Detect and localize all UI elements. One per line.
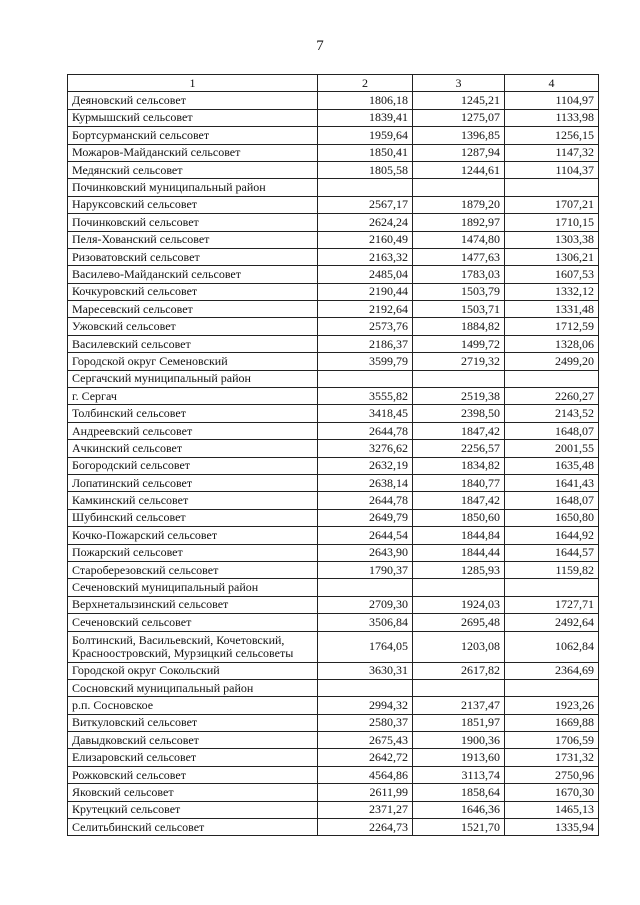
row-name-cell: Бортсурманский сельсовет [68,127,318,144]
value-col-3-cell: 2519,38 [413,388,505,405]
value-col-2-cell [318,579,413,596]
value-col-4-cell: 1707,21 [505,196,599,213]
value-col-2-cell: 2638,14 [318,474,413,491]
value-col-3-cell: 1844,44 [413,544,505,561]
value-col-3-cell: 1924,03 [413,596,505,613]
value-col-3-cell [413,179,505,196]
row-name-cell: Василевский сельсовет [68,335,318,352]
table-row [68,388,599,405]
value-col-4-cell: 2001,55 [505,440,599,457]
value-col-4-cell: 1159,82 [505,561,599,578]
table-row [68,579,599,596]
value-col-2-cell: 2644,78 [318,422,413,439]
value-col-4-cell: 1731,32 [505,749,599,766]
value-col-2-cell: 2163,32 [318,248,413,265]
table-row [68,440,599,457]
row-name-cell: Починковский сельсовет [68,214,318,231]
value-col-3-cell: 1646,36 [413,801,505,818]
value-col-3-cell: 1783,03 [413,266,505,283]
value-col-2-cell: 2580,37 [318,714,413,731]
table-row [68,819,599,836]
table-row [68,214,599,231]
value-col-3-cell: 1503,79 [413,283,505,300]
row-name-cell: Андреевский сельсовет [68,422,318,439]
row-name-cell: Верхнеталызинский сельсовет [68,596,318,613]
value-col-3-cell: 1892,97 [413,214,505,231]
value-col-3-cell: 1847,42 [413,492,505,509]
table-header-row [68,75,599,92]
row-name-cell: Ачкинский сельсовет [68,440,318,457]
value-col-4-cell: 1644,92 [505,527,599,544]
row-name-cell: Ризоватовский сельсовет [68,248,318,265]
row-name-cell: Виткуловский сельсовет [68,714,318,731]
value-col-4-cell: 1644,57 [505,544,599,561]
value-col-3-cell [413,679,505,696]
value-col-3-cell: 1847,42 [413,422,505,439]
value-col-4-cell: 1650,80 [505,509,599,526]
table-row [68,405,599,422]
value-col-2-cell: 1839,41 [318,109,413,126]
table-row [68,109,599,126]
value-col-4-cell: 2364,69 [505,662,599,679]
value-col-3-cell: 1851,97 [413,714,505,731]
table-row [68,231,599,248]
value-col-3-cell: 1844,84 [413,527,505,544]
data-table [67,74,599,836]
row-name-cell: г. Сергач [68,388,318,405]
value-col-2-cell: 4564,86 [318,766,413,783]
value-col-2-cell [318,679,413,696]
row-name-cell: Рожковский сельсовет [68,766,318,783]
value-col-4-cell: 1104,37 [505,161,599,178]
table-row [68,732,599,749]
value-col-2-cell: 2994,32 [318,697,413,714]
column-header-4: 4 [505,75,599,92]
value-col-2-cell: 3555,82 [318,388,413,405]
value-col-3-cell: 1499,72 [413,335,505,352]
value-col-4-cell: 1332,12 [505,283,599,300]
value-col-3-cell: 1287,94 [413,144,505,161]
table-row [68,614,599,631]
value-col-3-cell: 1858,64 [413,784,505,801]
row-name-cell: Крутецкий сельсовет [68,801,318,818]
value-col-2-cell: 2642,72 [318,749,413,766]
table-row [68,474,599,491]
value-col-3-cell: 1285,93 [413,561,505,578]
value-col-3-cell: 1900,36 [413,732,505,749]
table-row [68,766,599,783]
row-name-cell: Городской округ Сокольский [68,662,318,679]
value-col-4-cell: 1147,32 [505,144,599,161]
value-col-4-cell [505,370,599,387]
row-name-cell: Камкинский сельсовет [68,492,318,509]
value-col-4-cell: 1104,97 [505,92,599,109]
value-col-3-cell: 1884,82 [413,318,505,335]
row-name-cell: Курмышский сельсовет [68,109,318,126]
row-name-cell: Сергачский муниципальный район [68,370,318,387]
value-col-2-cell: 2643,90 [318,544,413,561]
row-name-cell: Давыдковский сельсовет [68,732,318,749]
row-name-cell: Ужовский сельсовет [68,318,318,335]
table-row [68,248,599,265]
value-col-2-cell: 3506,84 [318,614,413,631]
value-col-4-cell: 1607,53 [505,266,599,283]
value-col-2-cell: 3599,79 [318,353,413,370]
row-name-cell: Сеченовский муниципальный район [68,579,318,596]
value-col-3-cell: 1203,08 [413,631,505,662]
value-col-3-cell: 1913,60 [413,749,505,766]
row-name-cell: Городской округ Семеновский [68,353,318,370]
value-col-3-cell: 1477,63 [413,248,505,265]
value-col-4-cell [505,179,599,196]
value-col-4-cell: 1712,59 [505,318,599,335]
value-col-3-cell: 1503,71 [413,301,505,318]
value-col-4-cell: 1641,43 [505,474,599,491]
value-col-2-cell: 3276,62 [318,440,413,457]
value-col-2-cell: 2644,78 [318,492,413,509]
table-row [68,92,599,109]
column-header-2: 2 [318,75,413,92]
value-col-2-cell: 2160,49 [318,231,413,248]
value-col-4-cell: 2260,27 [505,388,599,405]
row-name-cell: Толбинский сельсовет [68,405,318,422]
table-row [68,283,599,300]
value-col-3-cell: 2256,57 [413,440,505,457]
value-col-2-cell: 2709,30 [318,596,413,613]
value-col-3-cell [413,370,505,387]
value-col-3-cell [413,579,505,596]
table-row [68,662,599,679]
table-row [68,127,599,144]
value-col-3-cell: 2617,82 [413,662,505,679]
value-col-4-cell: 1669,88 [505,714,599,731]
table-row [68,161,599,178]
row-name-cell: Пеля-Хованский сельсовет [68,231,318,248]
value-col-3-cell: 1275,07 [413,109,505,126]
value-col-2-cell: 1850,41 [318,144,413,161]
table-row [68,801,599,818]
value-col-4-cell: 2492,64 [505,614,599,631]
value-col-2-cell: 1959,64 [318,127,413,144]
row-name-cell: Лопатинский сельсовет [68,474,318,491]
value-col-2-cell [318,370,413,387]
table-row [68,370,599,387]
table-row [68,492,599,509]
value-col-3-cell: 2398,50 [413,405,505,422]
value-col-2-cell: 2567,17 [318,196,413,213]
row-name-cell: Яковский сельсовет [68,784,318,801]
value-col-3-cell: 1474,80 [413,231,505,248]
value-col-2-cell: 2485,04 [318,266,413,283]
table-row [68,353,599,370]
table-row [68,301,599,318]
value-col-4-cell: 1706,59 [505,732,599,749]
value-col-4-cell: 1331,48 [505,301,599,318]
value-col-4-cell: 1306,21 [505,248,599,265]
value-col-3-cell: 1834,82 [413,457,505,474]
value-col-2-cell: 2186,37 [318,335,413,352]
table-row [68,596,599,613]
row-name-cell: Можаров-Майданский сельсовет [68,144,318,161]
table-row [68,679,599,696]
table-row [68,749,599,766]
table-row [68,714,599,731]
table-row [68,784,599,801]
row-name-cell: Наруксовский сельсовет [68,196,318,213]
value-col-4-cell: 1465,13 [505,801,599,818]
value-col-3-cell: 1840,77 [413,474,505,491]
value-col-2-cell: 1805,58 [318,161,413,178]
value-col-4-cell: 1710,15 [505,214,599,231]
value-col-4-cell: 1335,94 [505,819,599,836]
value-col-2-cell: 2371,27 [318,801,413,818]
table-row [68,318,599,335]
row-name-cell: Елизаровский сельсовет [68,749,318,766]
value-col-4-cell: 1727,71 [505,596,599,613]
row-name-cell: Кочкуровский сельсовет [68,283,318,300]
row-name-cell: Пожарский сельсовет [68,544,318,561]
value-col-2-cell: 2264,73 [318,819,413,836]
value-col-2-cell [318,179,413,196]
value-col-3-cell: 3113,74 [413,766,505,783]
row-name-cell: Кочко-Пожарский сельсовет [68,527,318,544]
table-row [68,561,599,578]
value-col-3-cell: 1396,85 [413,127,505,144]
value-col-4-cell: 1635,48 [505,457,599,474]
value-col-3-cell: 1244,61 [413,161,505,178]
value-col-3-cell: 1850,60 [413,509,505,526]
row-name-cell: Сеченовский сельсовет [68,614,318,631]
value-col-2-cell: 1764,05 [318,631,413,662]
value-col-3-cell: 1521,70 [413,819,505,836]
value-col-3-cell: 1879,20 [413,196,505,213]
table-row [68,335,599,352]
row-name-cell: Селитьбинский сельсовет [68,819,318,836]
row-name-cell: Деяновский сельсовет [68,92,318,109]
value-col-2-cell: 2649,79 [318,509,413,526]
row-name-cell: р.п. Сосновское [68,697,318,714]
value-col-4-cell: 1648,07 [505,492,599,509]
value-col-4-cell [505,579,599,596]
table-row [68,457,599,474]
value-col-3-cell: 2137,47 [413,697,505,714]
value-col-4-cell: 1923,26 [505,697,599,714]
value-col-3-cell: 1245,21 [413,92,505,109]
value-col-2-cell: 2632,19 [318,457,413,474]
value-col-2-cell: 1806,18 [318,92,413,109]
value-col-2-cell: 2190,44 [318,283,413,300]
value-col-2-cell: 2192,64 [318,301,413,318]
row-name-cell: Болтинский, Васильевский, Кочетовский, Красноостровский, Мурзицкий сельсоветы [68,631,318,662]
value-col-4-cell: 1648,07 [505,422,599,439]
value-col-3-cell: 2719,32 [413,353,505,370]
row-name-cell: Сосновский муниципальный район [68,679,318,696]
value-col-2-cell: 3630,31 [318,662,413,679]
value-col-4-cell: 1670,30 [505,784,599,801]
value-col-4-cell [505,679,599,696]
table-row [68,509,599,526]
table-row [68,544,599,561]
row-name-cell: Богородский сельсовет [68,457,318,474]
value-col-4-cell: 1328,06 [505,335,599,352]
value-col-4-cell: 2143,52 [505,405,599,422]
value-col-2-cell: 2611,99 [318,784,413,801]
row-name-cell: Василево-Майданский сельсовет [68,266,318,283]
column-header-1: 1 [68,75,318,92]
table-row [68,196,599,213]
column-header-3: 3 [413,75,505,92]
value-col-2-cell: 2573,76 [318,318,413,335]
row-name-cell: Починковский муниципальный район [68,179,318,196]
value-col-4-cell: 1256,15 [505,127,599,144]
table-body [68,92,599,836]
value-col-4-cell: 2750,96 [505,766,599,783]
row-name-cell: Староберезовский сельсовет [68,561,318,578]
value-col-4-cell: 1062,84 [505,631,599,662]
value-col-2-cell: 2624,24 [318,214,413,231]
value-col-4-cell: 1133,98 [505,109,599,126]
value-col-2-cell: 2675,43 [318,732,413,749]
table-row [68,697,599,714]
row-name-cell: Маресевский сельсовет [68,301,318,318]
value-col-3-cell: 2695,48 [413,614,505,631]
value-col-4-cell: 2499,20 [505,353,599,370]
value-col-4-cell: 1303,38 [505,231,599,248]
value-col-2-cell: 2644,54 [318,527,413,544]
table-row [68,266,599,283]
row-name-cell: Шубинский сельсовет [68,509,318,526]
table-row [68,179,599,196]
table-row [68,631,599,662]
row-name-cell: Медянский сельсовет [68,161,318,178]
page-number: 7 [316,38,324,54]
value-col-2-cell: 1790,37 [318,561,413,578]
table-row [68,422,599,439]
table-row [68,527,599,544]
value-col-2-cell: 3418,45 [318,405,413,422]
table-row [68,144,599,161]
